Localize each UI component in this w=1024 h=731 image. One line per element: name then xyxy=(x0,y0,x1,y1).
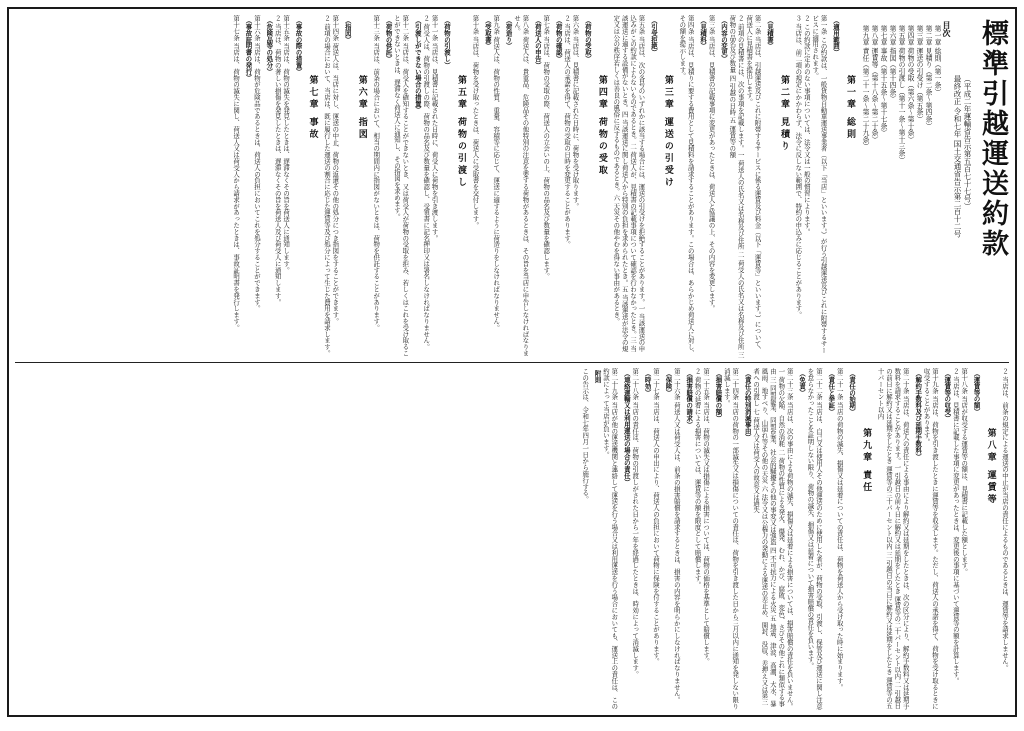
article-caption: （事故の際の措置） xyxy=(294,17,303,75)
article-caption: （損害賠償の請求） xyxy=(685,370,694,428)
toc-item: 第八章 運賃等（第十八条～第二十条） xyxy=(870,25,878,143)
chapter-heading: 第四章 荷物の受取 xyxy=(596,75,607,178)
article-paragraph: ２ 荷受人は、荷物の引渡しの際、荷物の品名及び数量を確認し、受領書に記名押印又は署名しなければなりません。 xyxy=(422,15,431,350)
toc-item: 第四章 荷物の受取（第六条～第十条） xyxy=(906,25,914,143)
article-caption: （荷送人の申告） xyxy=(533,17,542,69)
article-paragraph: ２ 前項の見積書には、次の事項を記載します。一 荷送人の氏名又は名称及び住所 二 荷受人の氏名又は名称及び住所 三 荷物の品名及び数量 四 引越の日時 五 運賃等の額 xyxy=(728,15,745,358)
article-paragraph: 第七条 当店は、荷物の受取の際、荷送人の立会いの上、荷物の品名及び数量を確認します。 xyxy=(542,15,551,280)
article-paragraph: 第二十一条 当店の荷物の滅失、損傷又は延着についての責任は、荷物を荷送人から受け取った時に始まります。 xyxy=(835,368,844,691)
chapter-heading: 第二章 見積り xyxy=(778,75,789,154)
toc-item: 第二章 見積り（第二条～第四条） xyxy=(924,25,932,130)
article-caption: （解約手数料及び延期手数料） xyxy=(914,370,923,460)
article-paragraph: 第十八条 当店が収受する運賃等の額は、見積書に記載した額とします。 xyxy=(960,368,969,575)
article-paragraph: 第四条 当店は、見積りに要する費用として見積料を請求することがあります。この場合は、あらかじめ荷送人に対し、その額を提示します。 xyxy=(678,15,695,357)
article-paragraph: この告示は、令和七年四月一日から施行する。 xyxy=(581,368,590,503)
article-caption: （責任の始期） xyxy=(848,370,857,415)
article-paragraph: 第八条 荷送人は、貴重品、危険品その他特別の注意を要する荷物があるときは、その旨を当店に申告しなければなりません。 xyxy=(513,15,530,357)
article-paragraph: ２ 荷物の延着による損害については、運賃等の額を限度として賠償します。 xyxy=(693,368,702,588)
article-paragraph: 第十四条 荷送人は、当店に対し、運送の中止、荷物の返還その他の処分につき指図をすることができます。 xyxy=(331,15,340,325)
chapter-heading: 第七章 事故 xyxy=(307,75,318,142)
article-paragraph: 第二十二条 当店は、自己又は使用人その他運送のために使用した者が、荷物の受取、引渡し、保管及び運送に関し注意を怠らなかったことを証明しない限り、荷物の滅失、損傷又は延着について損害賠償の責任を負います。 xyxy=(806,368,823,710)
article-paragraph: 第九条 荷送人は、荷物の性質、重量、容積等に応じて、運送に適するように荷造りをしなければなりません。 xyxy=(492,15,501,331)
article-paragraph: 第二十六条 荷送人又は荷受人は、前条の損害賠償を請求するときは、損害の内容を明らかにしなければなりません。 xyxy=(672,368,681,703)
article-caption: （適用範囲） xyxy=(832,17,840,56)
chapter-heading: 第八章 運賃等 xyxy=(985,428,996,507)
article-caption: （保険） xyxy=(664,370,673,396)
document-title: 標準引越運送約款 xyxy=(977,19,1008,259)
article-paragraph: 第二十八条 当店の責任は、荷物の引渡しがされた日から一年を経過したときは、時効によって消滅します。 xyxy=(631,368,640,678)
article-caption: （受取書） xyxy=(483,17,492,49)
article-paragraph: 第二十五条 当店は、荷物の滅失又は損傷による損害については、荷物の価格を基準として賠償します。 xyxy=(702,368,711,665)
article-paragraph: 第二十九条 当店が他の運送機関と連絡して運送を行う場合又は利用運送を行う場合においても、運送上の責任は、この約款によって当店が負います。 xyxy=(601,368,619,710)
article-paragraph: 第二十四条 当店の荷物の一部滅失又は損傷についての責任は、荷物を引き渡した日から三月以内に通知を発しない限り消滅します。 xyxy=(722,368,740,710)
article-caption: （見積料） xyxy=(699,17,708,49)
top-half xyxy=(15,15,1009,358)
article-paragraph: 第一条 この約款は、一般貨物自動車運送事業者（以下「当店」といいます。）が行う引越運送及びこれに附帯するサービスに適用されます。 xyxy=(811,15,828,354)
article-paragraph: 第二十七条 当店は、荷送人の申出により、荷送人の負担において荷物に保険を付することがあります。 xyxy=(652,368,660,665)
article-caption: 附則 xyxy=(593,370,602,383)
article-caption: （連絡運輸又は利用運送の場合の責任） xyxy=(622,370,631,486)
article-caption: （運賃等の収受） xyxy=(943,370,952,422)
article-paragraph: ２ 前項の場合において、当店は、既に履行した運送の割合に応じた運賃等及び処分によって生じた費用を請求します。 xyxy=(322,15,331,357)
chapter-heading: 第五章 荷物の引渡し xyxy=(456,75,466,190)
article-paragraph: ２ この約款に定めのない事項については、法令又は一般の慣習によります。 xyxy=(802,15,811,235)
page-divider xyxy=(15,362,1009,363)
article-paragraph: 第三条 当店は、見積書の記載事項に変更があったときは、荷送人と協議の上、その内容を変更します。 xyxy=(707,15,716,312)
article-caption: （荷物の受取） xyxy=(583,17,592,62)
article-paragraph: 第十七条 当店は、荷物の滅失に関し、荷送人又は荷受人から請求があったときは、事故証明書を発行します。 xyxy=(232,15,241,331)
article-paragraph: 第十五条 当店は、荷物の滅失を発見したときは、遅滞なくその旨を荷送人に通知します。 xyxy=(282,15,291,274)
document-subtitle xyxy=(952,15,972,358)
toc-item: 第六章 指図（第十四条） xyxy=(888,25,896,102)
article-caption: （指図） xyxy=(343,17,352,43)
top-articles xyxy=(232,15,857,358)
article-caption: （引受拒絶） xyxy=(649,17,658,56)
article-caption: （責任と挙証） xyxy=(827,370,836,415)
toc-heading: 目次 xyxy=(942,21,952,37)
article-caption: （危険品等の処分） xyxy=(265,17,274,75)
chapter-heading: 第六章 指図 xyxy=(356,75,367,142)
article-paragraph: 第十六条 当店は、荷物が危険品であるときは、荷送人の負担においてこれを処分することができます。 xyxy=(252,15,261,312)
article-paragraph: ３ 当店は、前二項の規定にかかわらず、法令に反しない範囲で、特約の申込みに応じることがあります。 xyxy=(794,15,803,318)
article-caption: （免責） xyxy=(798,370,807,396)
article-paragraph: 第十三条 当店は、前条の場合において、相当の期間内に指図がないときは、荷物を供託することがあります。 xyxy=(372,15,381,331)
subtitle-line: 最終改正 令和七年 国土交通省告示第二百十二号 xyxy=(953,75,962,238)
toc-item: 第七章 事故（第十五条～第十七条） xyxy=(879,25,887,136)
article-paragraph: ２ 当店は、荷送人の承諾を得て、荷物の受取の日時を変更することがあります。 xyxy=(563,15,572,248)
bottom-half xyxy=(15,368,1009,711)
article-paragraph: ２ 当店は、荷物の著しい損傷を発見したときは、遅滞なくその旨を荷送人及び荷受人に通知します。 xyxy=(273,15,282,306)
chapter-heading: 第一章 総則 xyxy=(845,75,855,142)
article-caption: （損害賠償の額） xyxy=(714,370,723,422)
subtitle-line: （平成二年運輸省告示第五百七十七号） xyxy=(963,75,972,210)
article-paragraph: 第二十三条 当店は、次の事由による荷物の滅失、損傷又は延着による損害については、損害賠償の責任を負いません。一 荷物の欠陥、自然の消耗 二 荷物の性質による発火、爆発、むれ、かび、腐敗、変色、さびその他これに類似する事由 三 同盟罷業、同盟怠業、社会的騒擾その他の事変又は強盗 四 不可抗力による火災 五 地震、津波、高潮、大水、暴風雨、地すべり、山崩れ等その他の天災 六 法令又は公権力の発動による運送の差止め、開封、没収、差押え又は第三者への引渡し 七 荷送人又は荷受人の故意又は過失 xyxy=(752,368,794,710)
article-caption: （荷物の引渡し） xyxy=(443,17,451,69)
article-paragraph: 第十条 当店は、荷物を受け取ったときは、荷送人に受取書を交付します。 xyxy=(471,15,480,229)
article-caption: （荷物の確認） xyxy=(554,17,563,62)
article-paragraph: ２ 当店は、前条の規定による運送の中止が当店の責任によるものであるときは、運賃等を請求しません。 xyxy=(1001,368,1009,671)
article-paragraph: 第五条 当店は、次の各号のいずれかに該当する場合には、運送の引受けを拒絶することがあります。一 当該運送の申込みがこの約款によらないものであるとき。二 荷送人が、見積書の記載事項について確認を行わなかったとき。三 当該運送に適する設備がないとき。四 当該運送に関し荷送人から特別の負担を求められたとき。五 当該運送が法令の規定又は公の秩序若しくは善良の風俗に反するものであるとき。六 天災その他やむを得ない事由があるとき。 xyxy=(612,15,646,352)
toc-item: 第九章 責任（第二十一条～第二十九条） xyxy=(861,25,869,150)
chapter-heading: 第三章 運送の引受け xyxy=(662,75,673,190)
article-paragraph: 第六条 当店は、見積書に記載された日時に、荷物を受け取ります。 xyxy=(571,15,580,210)
article-caption: （引渡しができない場合の措置） xyxy=(413,17,422,113)
toc-item: 第三章 運送の引受け（第五条） xyxy=(915,25,923,123)
article-paragraph: 第十九条 当店は、荷物を引き渡したときに運賃等を収受します。ただし、荷送人の承諾を得て、荷物を受け取るときに収受することがあります。 xyxy=(922,368,939,710)
article-paragraph: ２ 当店は、見積書に記載した事項に変更があったときは、変更後の事項に基づいて運賃等の額を計算します。 xyxy=(951,368,960,684)
article-caption: （荷造り） xyxy=(504,17,513,49)
article-caption: （荷物の供託） xyxy=(384,17,393,62)
toc-item: 第五章 荷物の引渡し（第十一条～第十三条） xyxy=(897,25,905,164)
article-paragraph: 第十二条 当店は、荷受人を確知することができないとき、又は荷受人が荷物の受取を拒み、若しくはこれを受け取ることができないときは、遅滞なく荷送人に通知し、その指図を求めます。 xyxy=(392,15,410,357)
chapter-heading: 第九章 責任 xyxy=(861,428,872,495)
article-caption: （時効） xyxy=(643,370,652,396)
article-caption: （事故証明書の発行） xyxy=(244,17,253,81)
article-caption: （運賃等の額） xyxy=(972,370,981,415)
article-paragraph: 第二十条 当店は、荷送人の責任による事由により解約又は延期をしたときは、次の区分により、解約手数料又は延期手数料を請求することがあります。一 引越日の前々日に解約又は延期をしたとき 運賃等の二十パーセント以内 二 引越日の前日に解約又は延期をしたとき 運賃等の三十パーセント以内 三 引越日の当日に解約又は延期をしたとき 運賃等の五十パーセント以内 xyxy=(876,368,910,710)
bottom-articles xyxy=(581,368,1009,711)
article-caption: （責任の特別消滅事由） xyxy=(743,370,752,441)
article-paragraph: 第二条 当店は、引越運送及びこれに附帯するサービスに係る運賃及び料金（以下「運賃等」といいます。）について、荷送人に見積書を提出します。 xyxy=(745,15,762,354)
article-paragraph: 第十一条 当店は、見積書に記載された日時に、荷受人に荷物を引き渡します。 xyxy=(430,15,439,242)
article-caption: （内容の変更） xyxy=(719,17,728,62)
toc-item: 第一章 総則（第一条） xyxy=(933,25,941,96)
document-page xyxy=(7,7,1017,717)
article-caption: （見積書） xyxy=(765,17,774,49)
